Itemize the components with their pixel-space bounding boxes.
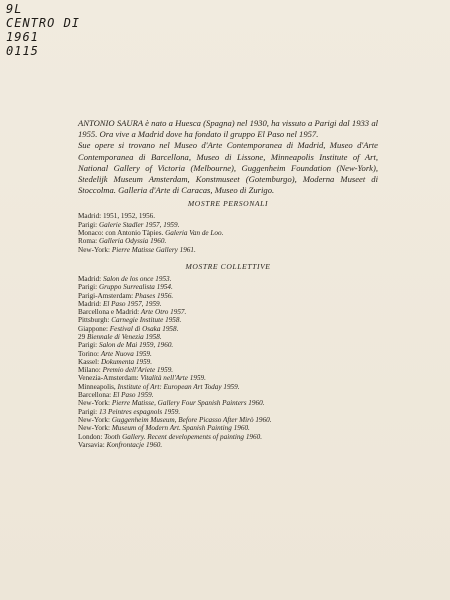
exhibition-item (78, 308, 378, 316)
main-text (78, 118, 378, 449)
exhibition-venue: Gruppo Surrealista 1954. (98, 283, 173, 292)
bio-paragraph: ANTONIO SAURA è nato a Huesca (Spagna) nel 1930, ha vissuto a Parigi dal 1933 al 1955. Ora vive a Madrid dove ha fondato il gruppo El Paso nel 1957. (78, 118, 378, 140)
exhibition-item (78, 408, 378, 416)
exhibition-item (78, 341, 378, 349)
exhibition-venue: Institute of Art: European Art Today 1959. (117, 382, 240, 391)
exhibition-venue: Salon de Mai 1959, 1960. (98, 341, 174, 350)
exhibition-place: New-York: (78, 245, 112, 254)
exhibition-venue: Galeria Van de Loo. (165, 229, 224, 238)
exhibition-item (78, 350, 378, 358)
exhibition-place: New-York: (78, 399, 112, 408)
exhibition-place: London: (78, 432, 105, 441)
exhibition-place: Milano: (78, 366, 103, 375)
exhibition-venue: Biennale di Venezia 1958. (86, 332, 162, 341)
exhibition-venue: El Paso 1957, 1959. (102, 299, 162, 308)
exhibition-place: Parigi: (78, 220, 99, 229)
personali-list (78, 212, 378, 253)
exhibition-place: Barcellona e Madrid: (78, 308, 141, 317)
exhibition-place: Barcellona: (78, 391, 113, 400)
exhibition-place: Varsavia: (78, 440, 107, 449)
exhibition-venue: Salon de los once 1953. (102, 274, 172, 283)
exhibition-place: Minneapolis, (78, 382, 118, 391)
collettive-list (78, 275, 378, 449)
exhibition-place: Giappone: (78, 324, 110, 333)
exhibition-venue: Galleria Odyssia 1960. (98, 237, 167, 246)
exhibition-item (78, 383, 378, 391)
exhibition-venue: Konfrontacje 1960. (106, 440, 163, 449)
exhibition-place: Pittsburgh: (78, 316, 112, 325)
exhibition-place: Madrid: (78, 274, 103, 283)
exhibition-item (78, 366, 378, 374)
biography (78, 118, 378, 196)
exhibition-item (78, 221, 378, 229)
exhibition-place: Parigi-Amsterdam: (78, 291, 135, 300)
exhibition-item (78, 300, 378, 308)
exhibition-item (78, 316, 378, 324)
exhibition-item (78, 229, 378, 237)
exhibition-venue: Dokumenta 1959. (100, 357, 153, 366)
exhibition-item (78, 237, 378, 245)
annotation-line: 0115 (6, 44, 39, 58)
exhibition-venue: 13 Peintres espagnols 1959. (98, 407, 181, 416)
exhibition-item (78, 283, 378, 291)
exhibition-item (78, 424, 378, 432)
exhibition-place: New-York: (78, 424, 112, 433)
exhibition-item (78, 433, 378, 441)
exhibition-venue: Galerie Stadler 1957, 1959. (98, 220, 180, 229)
bio-paragraph: Sue opere si trovano nel Museo d'Arte Contemporanea di Madrid, Museo d'Arte Contemporanea di Barcellona, Museo di Lissone, Minneapolis Institute of Art, National Gallery of Victoria (Melbourne), Guggenheim Foundation (New-York), Stedelijk Museum Amsterdam, Konstmuseet (Gotemburgo), Moderna Museet di Stoccolma. Galleria d'Arte di Caracas, Museo di Zurigo. (78, 140, 378, 196)
exhibition-place: Monaco: con Antonio Tàpies. (78, 229, 166, 238)
exhibition-place: Roma: (78, 237, 99, 246)
exhibition-item (78, 391, 378, 399)
annotation-line: 1961 (6, 30, 39, 44)
exhibition-venue: Pierre Matisse Gallery 1961. (111, 245, 196, 254)
exhibition-item (78, 325, 378, 333)
handwritten-annotation (6, 2, 80, 58)
exhibition-place: New-York: (78, 415, 112, 424)
exhibition-item (78, 358, 378, 366)
exhibition-place: Torino: (78, 349, 101, 358)
exhibition-venue: Museum of Modern Art. Spanish Painting 1960. (111, 424, 250, 433)
exhibition-venue: Arte Nuova 1959. (100, 349, 152, 358)
exhibition-item (78, 399, 378, 407)
annotation-line: CENTRO DI (6, 16, 81, 30)
annotation-line: 9L (6, 2, 23, 16)
exhibition-place: Venezia-Amsterdam: (78, 374, 141, 383)
exhibition-venue: Festival di Osaka 1958. (109, 324, 179, 333)
exhibition-venue: Phases 1956. (134, 291, 174, 300)
exhibition-item (78, 275, 378, 283)
exhibition-venue: Premio dell'Ariete 1959. (102, 366, 174, 375)
exhibition-item (78, 374, 378, 382)
exhibition-venue: Tooth Gallery. Recent developements of painting 1960. (104, 432, 262, 441)
exhibition-item (78, 212, 378, 220)
exhibition-item (78, 416, 378, 424)
exhibition-venue: El Paso 1959. (112, 391, 154, 400)
exhibition-place: Kassel: (78, 357, 101, 366)
exhibition-place: Parigi: (78, 407, 99, 416)
exhibition-item (78, 246, 378, 254)
exhibition-item (78, 333, 378, 341)
exhibition-venue: Carnegie Institute 1958. (111, 316, 182, 325)
exhibition-venue: Guggenheim Museum, Before Picasso After Mirò 1960. (111, 415, 272, 424)
exhibition-place: 29 (78, 332, 87, 341)
exhibition-place: Parigi: (78, 283, 99, 292)
exhibition-place: Madrid: 1951, 1952, 1956. (78, 212, 156, 221)
exhibition-venue: Vitalità nell'Arte 1959. (140, 374, 206, 383)
exhibition-item (78, 441, 378, 449)
exhibition-venue: Arte Otro 1957. (140, 308, 187, 317)
exhibition-place: Parigi: (78, 341, 99, 350)
exhibition-venue: Pierre Matisse, Gallery Four Spanish Painters 1960. (111, 399, 265, 408)
personali-heading: MOSTRE PERSONALI (187, 199, 269, 209)
collettive-heading: MOSTRE COLLETTIVE (185, 261, 271, 271)
exhibition-place: Madrid: (78, 299, 103, 308)
exhibition-item (78, 292, 378, 300)
